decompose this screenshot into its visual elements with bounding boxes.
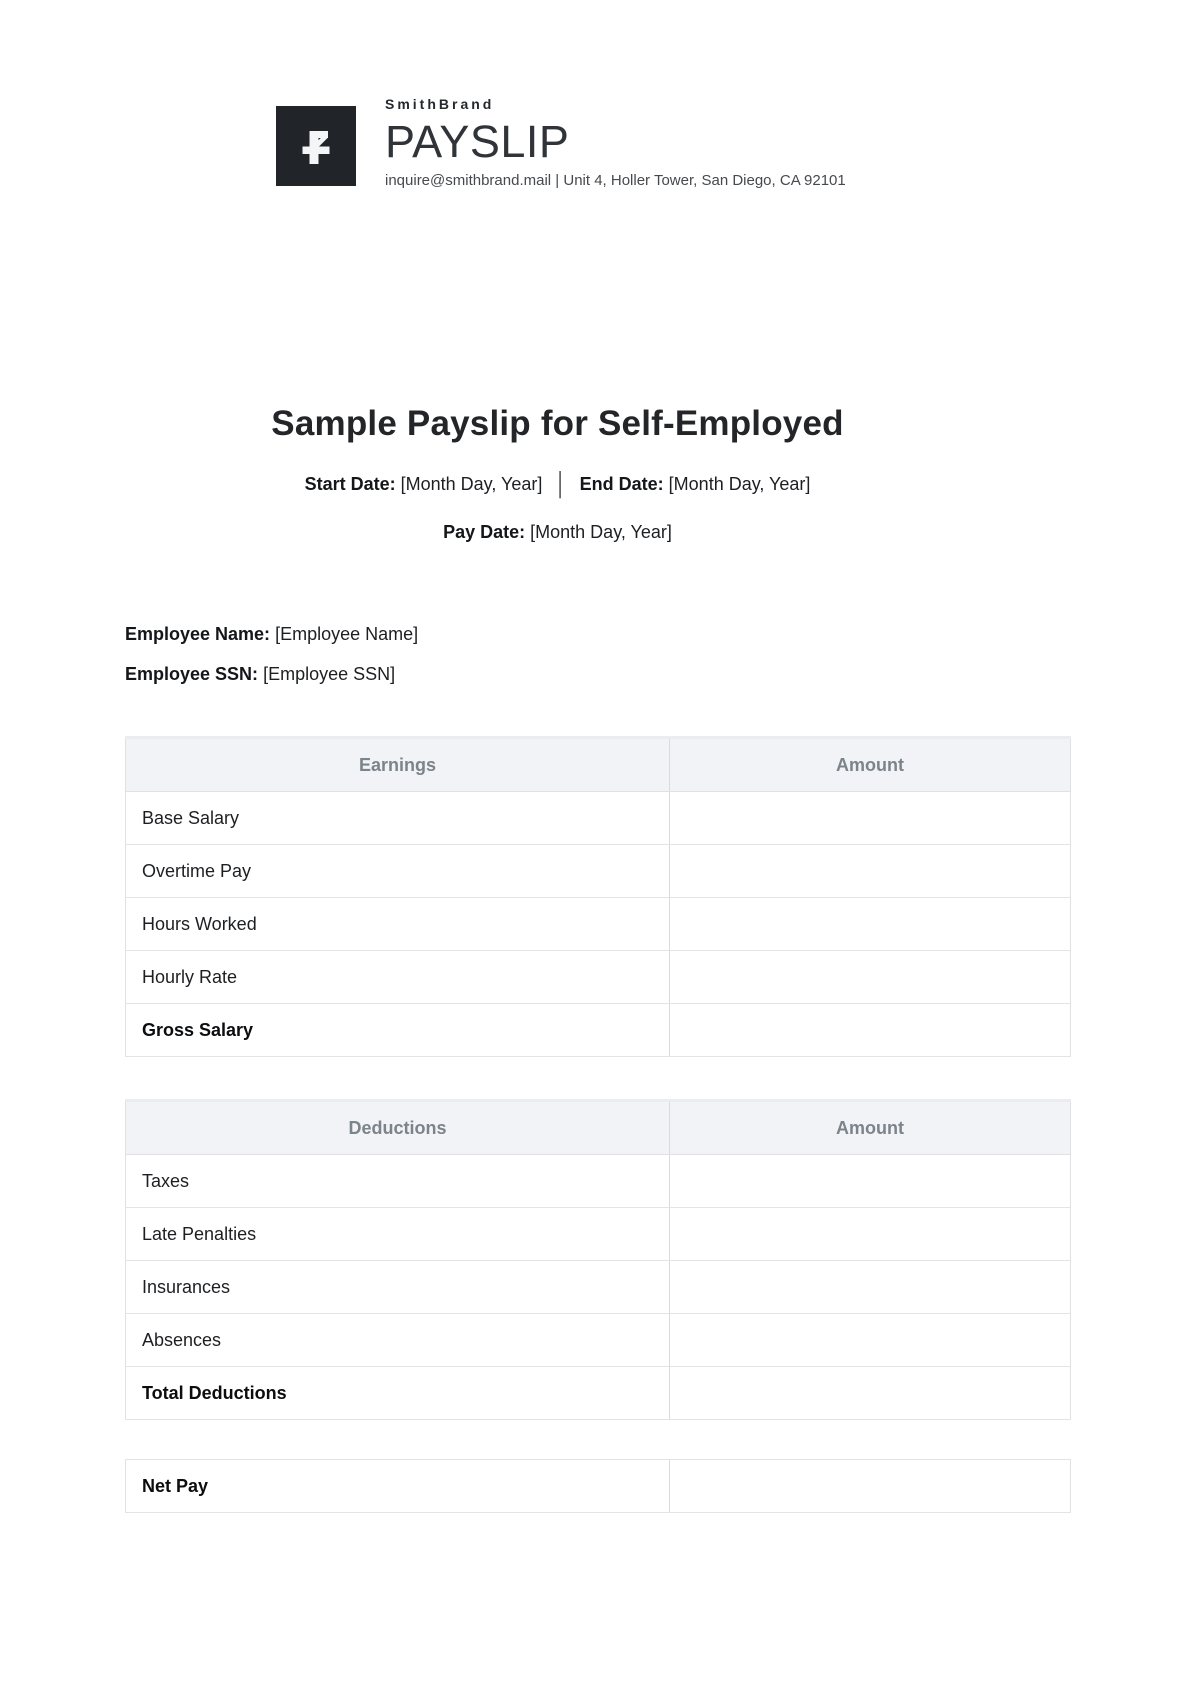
row-label: Hours Worked [126,898,670,951]
table-row [126,1155,1071,1208]
start-date-value: [Month Day, Year] [400,474,543,494]
table-row [126,845,1071,898]
table-row [126,951,1071,1004]
row-amount [670,1155,1071,1208]
row-label: Net Pay [126,1460,670,1513]
earnings-column-header: Earnings [126,738,670,792]
date-separator: │ [555,471,567,497]
row-label: Late Penalties [126,1208,670,1261]
start-date-label: Start Date: [304,474,396,494]
row-amount [670,845,1071,898]
row-amount [670,1004,1071,1057]
net-pay-table [125,1459,1071,1513]
row-amount [670,1208,1071,1261]
row-amount [670,1314,1071,1367]
gross-salary-row [126,1004,1071,1057]
table-row [126,1208,1071,1261]
employee-ssn-label: Employee SSN: [125,664,259,684]
pay-date-label: Pay Date: [443,522,526,542]
end-date-value: [Month Day, Year] [668,474,811,494]
table-row [126,1314,1071,1367]
employee-ssn-line [125,662,418,686]
deductions-table [125,1099,1071,1420]
net-pay-row [126,1460,1071,1513]
earnings-table [125,736,1071,1057]
row-label: Absences [126,1314,670,1367]
row-amount [670,792,1071,845]
employee-name-label: Employee Name: [125,624,271,644]
brand-logo [276,106,356,186]
row-label: Overtime Pay [126,845,670,898]
row-amount [670,951,1071,1004]
deductions-header-row [126,1101,1071,1155]
employee-info-block [125,622,418,702]
table-row [126,792,1071,845]
brand-text-block [385,94,846,189]
row-amount [670,1460,1071,1513]
page-title: Sample Payslip for Self-Employed [271,404,844,443]
earnings-header-row [126,738,1071,792]
pay-date-line [125,522,990,543]
row-label: Insurances [126,1261,670,1314]
pay-date-value: [Month Day, Year] [530,522,672,542]
employee-name-line [125,622,418,646]
row-label: Hourly Rate [126,951,670,1004]
table-row [126,1261,1071,1314]
employee-name-value: [Employee Name] [275,624,419,644]
brand-header [276,94,846,189]
row-amount [670,1367,1071,1420]
row-label: Total Deductions [126,1367,670,1420]
earnings-amount-header: Amount [670,738,1071,792]
table-row [126,898,1071,951]
brand-logo-icon [291,121,341,171]
brand-name: SmithBrand [385,96,495,112]
deductions-amount-header: Amount [670,1101,1071,1155]
end-date-label: End Date: [579,474,664,494]
deductions-column-header: Deductions [126,1101,670,1155]
title-block [125,404,990,543]
row-label: Taxes [126,1155,670,1208]
brand-contact-line: inquire@smithbrand.mail | Unit 4, Holler Tower, San Diego, CA 92101 [385,172,846,190]
row-amount [670,1261,1071,1314]
row-label: Gross Salary [126,1004,670,1057]
document-type-title: PAYSLIP [385,116,570,167]
row-label: Base Salary [126,792,670,845]
row-amount [670,898,1071,951]
total-deductions-row [126,1367,1071,1420]
employee-ssn-value: [Employee SSN] [263,664,396,684]
date-range-line [125,471,990,497]
